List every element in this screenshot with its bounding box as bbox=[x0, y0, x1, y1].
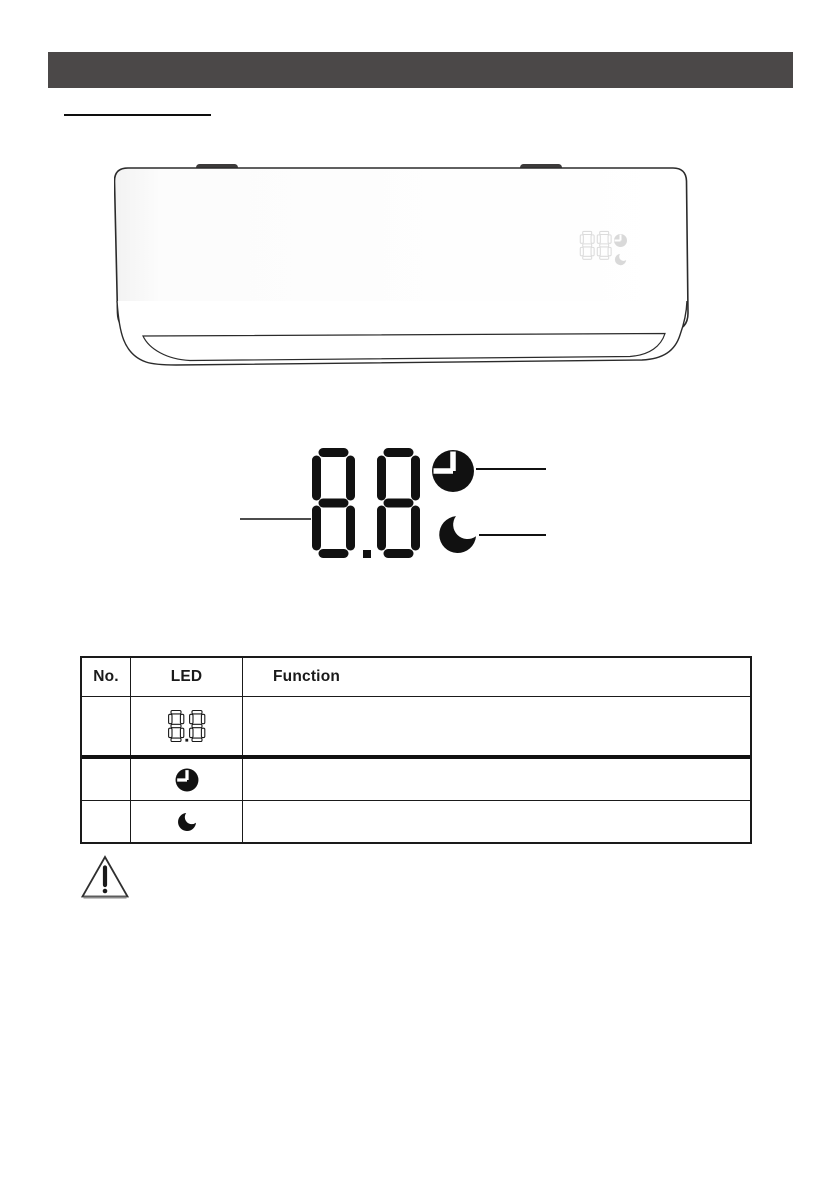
cell-led bbox=[131, 697, 243, 755]
cell-function bbox=[243, 697, 750, 755]
timer-icon bbox=[432, 450, 474, 492]
seven-segment-digit bbox=[317, 453, 351, 554]
timer-icon bbox=[175, 768, 199, 792]
warning-triangle-icon bbox=[80, 854, 130, 900]
table-row bbox=[82, 800, 750, 842]
moon-icon bbox=[439, 516, 476, 553]
header-function: Function bbox=[273, 668, 341, 685]
indoor-unit-illustration bbox=[114, 163, 694, 371]
unit-air-outlet-flap bbox=[143, 334, 665, 361]
cell-function bbox=[243, 759, 750, 800]
cell-function bbox=[243, 801, 750, 842]
header-no: No. bbox=[82, 658, 131, 696]
table-row bbox=[82, 696, 750, 755]
header-led: LED bbox=[131, 658, 243, 696]
section-heading-underline bbox=[64, 114, 211, 116]
unit-timer-icon bbox=[614, 234, 627, 247]
seven-segment-display-icon bbox=[168, 709, 206, 743]
led-function-table bbox=[80, 656, 752, 844]
cell-led bbox=[131, 801, 243, 842]
table-header-row bbox=[82, 658, 750, 696]
section-title-bar bbox=[48, 52, 793, 88]
table-row bbox=[82, 755, 750, 800]
display-diagram bbox=[238, 438, 550, 564]
cell-led bbox=[131, 759, 243, 800]
decimal-point bbox=[185, 739, 188, 742]
cell-no bbox=[82, 759, 131, 800]
moon-icon bbox=[175, 810, 199, 834]
decimal-point bbox=[363, 550, 371, 558]
seven-segment-digit bbox=[382, 453, 416, 554]
cell-no bbox=[82, 697, 131, 755]
cell-no bbox=[82, 801, 131, 842]
